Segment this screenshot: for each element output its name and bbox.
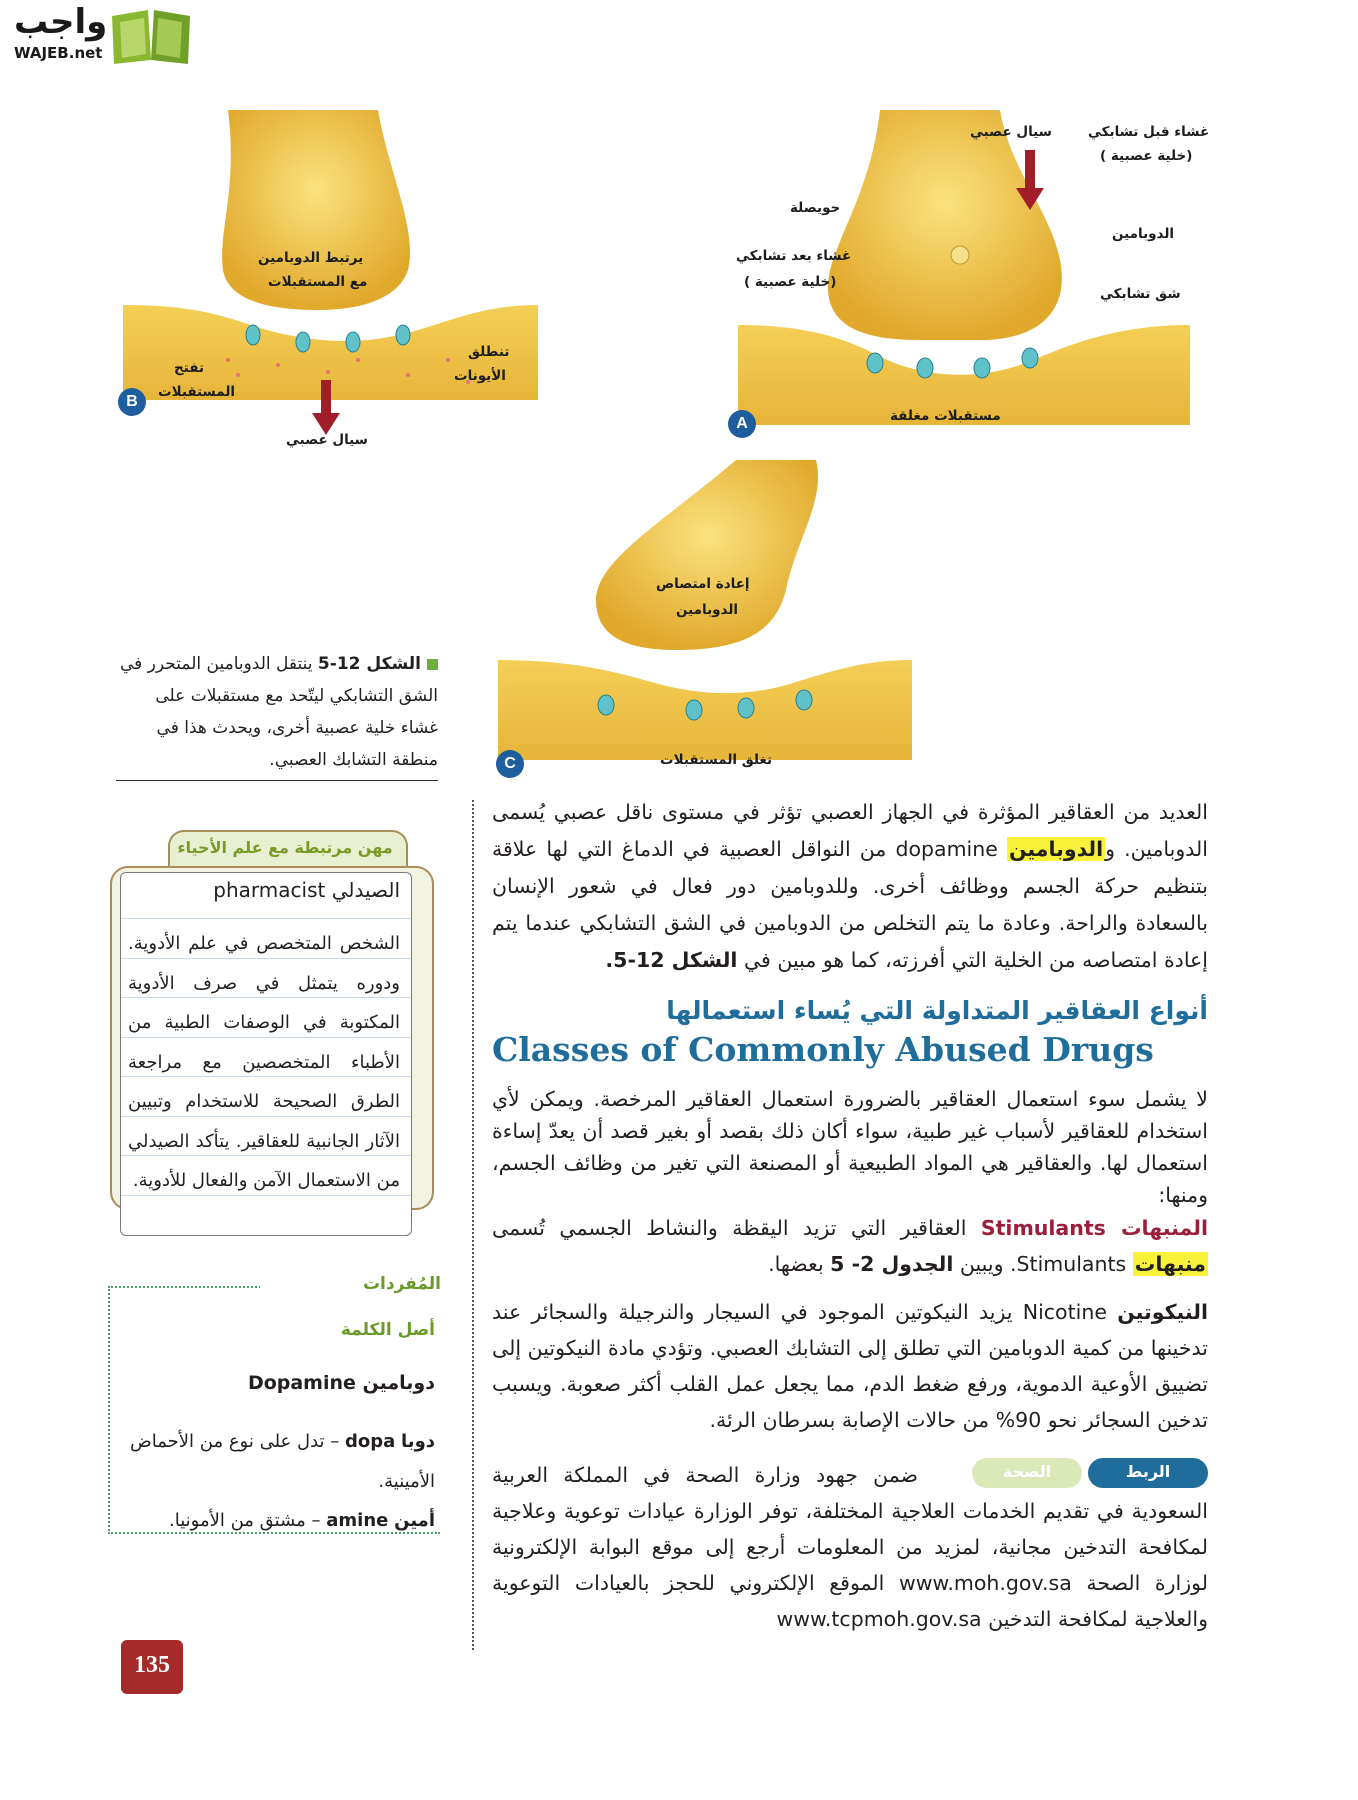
career-title [128,878,400,902]
p3-part-b: Stimulants. ويبين [953,1252,1133,1276]
p1-part-b: dopamine من النواقل العصبية في الدماغ التي لها علاقة بتنظيم حركة الجسم ووظائف أخرى. وللدوبامين دور فعال في شعور الإنسان بالسعادة والراحة. وعادة ما يتم التخلص من الدوبامين في الشق التشابكي عندما يتم إعادة امتصاصه من الخلية التي أفرزته، كما هو مبين في [492,837,1208,972]
paragraph-stimulants [492,1210,1208,1282]
label-binds-2: مع المستقبلات [268,274,368,290]
label-vesicle: حويصلة [790,200,841,216]
section-heading-en: Classes of Commonly Abused Drugs [492,1030,1154,1069]
vocab-word-en: Dopamine [247,1372,356,1394]
caption-text: ينتقل الدوبامين المتحرر في الشق التشابكي ليتّحد مع مستقبلات على غشاء خلية عصبية أخرى، ويحدث هذا في منطقة التشابك العصبي. [119,654,438,770]
label-impulse-a: سيال عصبي [970,124,1052,140]
figure-panel-c [496,460,916,780]
p3-term: المنبهات Stimulants [980,1216,1208,1240]
vocab-amine [128,1510,435,1531]
vocab-origin: أصل الكلمة [340,1320,435,1340]
vocab-dopa [128,1422,435,1502]
caption-title: الشكل 12-5 [317,654,421,674]
p3-highlight: منبهات [1134,1252,1206,1276]
health-pill-label: الصحة [1002,1462,1052,1481]
p1-highlight: الدوبامين [1008,837,1104,861]
section-heading-ar: أنواع العقاقير المتداولة التي يُساء استعمالها [666,996,1208,1025]
vocab-amine-en: amine [326,1510,389,1531]
p3-part-a: العقاقير التي تزيد اليقظة والنشاط الجسمي تُسمى [492,1216,981,1240]
label-reuptake-2: الدوبامين [676,602,739,618]
figure-panel-b [118,110,548,460]
label-presynaptic: غشاء قبل تشابكي [1088,124,1210,140]
p5-text: ضمن جهود وزارة الصحة في المملكة العربية السعودية في تقديم الخدمات العلاجية المختلفة، توفر الوزارة عيادات توعوية وعلاجية لمكافحة التدخين مجانية، لمزيد من المعلومات أرجع إلى موقع البوابة الإلكترونية لوزارة الصحة www.moh.gov.sa الموقع الإلكتروني للحجز بالعيادات التوعوية والعلاجية لمكافحة التدخين www.tcpmoh.gov.sa [492,1463,1208,1631]
label-impulse-b: سيال عصبي [286,432,368,448]
vocab-amine-ar: أمين [394,1510,435,1531]
vocab-dopa-en: dopa [345,1431,396,1452]
open-book-icon [108,6,194,66]
p1-part-a: العديد من العقاقير المؤثرة في الجهاز العصبي تؤثر في مستوى ناقل عصبي يُسمى الدوبامين. و [492,800,1208,861]
badge-a: A [728,410,756,438]
label-closed-receptors: مستقبلات مغلقة [890,408,1001,424]
label-postsynaptic: غشاء بعد تشابكي [736,248,852,264]
badge-c: C [496,750,524,778]
paragraph-abuse: لا يشمل سوء استعمال العقاقير بالضرورة استعمال العقاقير المرخصة. ويمكن لأي استخدام للعقاقير لأسباب غير طبية، سواء أكان ذلك بقصد أو بغير قصد أن يعدّ إساءة استعمال لها. والعقاقير هي المواد الطبيعية أو المصنعة التي تغير من وظائف الجسم، ومنها: [492,1087,1208,1207]
label-open-2: المستقبلات [158,384,236,400]
figure-panel-a [720,110,1210,450]
career-title-en: pharmacist [213,878,326,902]
label-cleft: شق تشابكي [1100,286,1181,302]
p3-table-ref[interactable]: الجدول 2- 5 [830,1252,954,1276]
page-number: 135 [134,1652,170,1678]
label-dopamine-a: الدوبامين [1112,226,1175,242]
badge-b: B [118,388,146,416]
vocab-dopa-ar: دوبا [401,1431,435,1452]
label-open-1: تفتح [174,360,205,376]
synapse-c-illustration [496,460,916,780]
p4-term: النيكوتين [1117,1300,1208,1324]
figure-caption [116,648,438,776]
career-tab-label: مهن مرتبطة مع علم الأحياء [177,838,393,857]
vocab-word [200,1372,435,1394]
logo-latin: WAJEB.net [14,44,103,62]
vocab-dopa-def: – تدل على نوع من الأحماض الأمينية. [129,1431,435,1492]
link-pill-label: الربط [1125,1462,1171,1481]
label-ions-2: الأيونات [454,368,506,384]
label-reuptake-1: إعادة امتصاص [656,576,750,592]
vocab-heading: المُفردات [260,1274,447,1294]
label-presynaptic-note: (خلية عصبية ) [1100,148,1193,164]
p3-part-c: بعضها. [768,1252,831,1276]
caption-square-icon [427,659,438,670]
column-divider [472,800,474,1650]
label-binds-1: يرتبط الدوبامين [258,250,364,266]
paragraph-health-link [492,1457,1208,1637]
p4-text: Nicotine يزيد النيكوتين الموجود في السيجار والنرجيلة والسجائر عند تدخينها من كمية الدوبامين التي تطلق إلى التشابك العصبي. وتؤدي مادة النيكوتين إلى تضييق الأوعية الدموية، ورفع ضغط الدم، مما يجعل عمل القلب أكثر صعوبة. ويسبب تدخين السجائر نحو 90% من حالات الإصابة بسرطان الرئة. [492,1300,1208,1432]
vocab-word-ar: دوبامين [362,1372,435,1394]
paragraph-nicotine [492,1294,1208,1438]
label-postsynaptic-note: (خلية عصبية ) [744,274,837,290]
p1-figure-ref[interactable]: الشكل 12-5. [605,948,738,972]
career-title-ar: الصيدلي [331,878,400,902]
label-receptors-close: تغلق المستقبلات [660,752,773,768]
logo-arabic: واجب [14,2,108,42]
career-description: الشخص المتخصص في علم الأدوية. ودوره يتمثل في صرف الأدوية المكتوبة في الوصفات الطبية من الأطباء المتخصصين مع مراجعة الطرق الصحيحة للاستخدام وتبيين الآثار الجانبية للعقاقير. يتأكد الصيدلي من الاستعمال الآمن والفعال للأدوية. [128,933,400,1191]
vocab-amine-def: – مشتق من الأمونيا. [169,1510,321,1531]
label-ions-1: تنطلق [468,344,510,360]
paragraph-dopamine [492,794,1208,979]
caption-divider [116,780,438,781]
